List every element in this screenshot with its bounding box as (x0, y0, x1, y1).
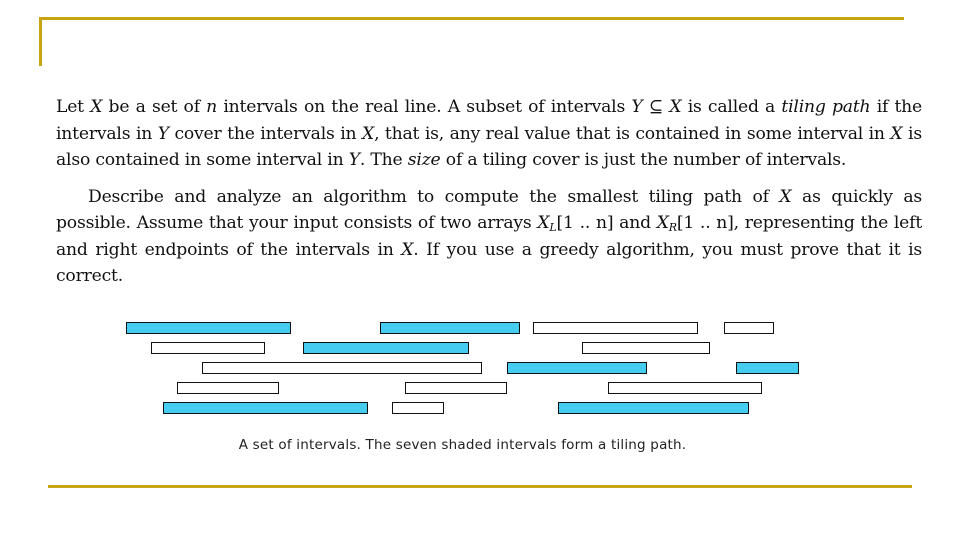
array-xr-name: X (656, 213, 669, 233)
figure-caption: A set of intervals. The seven shaded intervals form a tiling path. (238, 437, 687, 453)
math-var: X (890, 123, 903, 144)
interval-shaded (559, 403, 749, 414)
interval-shaded (508, 363, 647, 374)
text: is also contained in some interval in (56, 123, 922, 170)
text: . The (359, 150, 408, 170)
text: and (613, 213, 657, 233)
interval-plain (583, 343, 710, 354)
array-xl-name: X (537, 213, 550, 233)
interval-shaded (164, 403, 368, 414)
term-size: size (407, 150, 441, 170)
interval-plain (609, 383, 762, 394)
term-tiling-path: tiling path (781, 97, 871, 117)
interval-plain (152, 343, 265, 354)
interval-shaded (381, 323, 520, 334)
text: . If you use a greedy algorithm, you must prove that it is correct. (56, 239, 922, 286)
interval-shaded (737, 363, 799, 374)
interval-shaded (127, 323, 291, 334)
interval-plain (406, 383, 507, 394)
interval-plain (178, 383, 279, 394)
array-xr-index: [1 .. n] (676, 213, 734, 233)
frame-bottom-rule (48, 485, 912, 488)
subset-symbol: ⊆ (642, 97, 670, 117)
math-var: Y (348, 150, 360, 170)
text: is called a (681, 97, 782, 117)
math-var: Y (631, 97, 643, 117)
math-var: n (206, 97, 218, 117)
interval-plain (393, 403, 444, 414)
math-var: X (90, 97, 103, 117)
array-xl-index: [1 .. n] (556, 213, 614, 233)
text: , representing the left and right endpoints of the intervals in (56, 213, 923, 260)
text: Describe and analyze an algorithm to compute the smallest tiling path of (88, 186, 780, 207)
interval-shaded (304, 343, 469, 354)
text: of a tiling cover is just the number of intervals. (440, 150, 847, 170)
text: be a set of (102, 97, 207, 117)
text: intervals on the real line. A subset of intervals (217, 97, 632, 117)
interval-plain (534, 323, 698, 334)
math-var: Y (157, 123, 169, 144)
interval-plain (203, 363, 482, 374)
array-xr-subscript: R (668, 221, 677, 234)
array-xl-subscript: L (549, 221, 557, 234)
math-var: X (669, 97, 682, 117)
text: cover the intervals in (168, 123, 363, 144)
text: Let (56, 97, 91, 117)
math-var: X (362, 123, 375, 144)
math-var: X (401, 239, 414, 260)
text: as quickly as possible. Assume that your input consists of two arrays (56, 186, 923, 233)
text: , that is, any real value that is contained in some interval in (374, 123, 891, 144)
text: if the intervals in (56, 97, 923, 144)
math-var: X (779, 186, 792, 207)
interval-plain (725, 323, 774, 334)
